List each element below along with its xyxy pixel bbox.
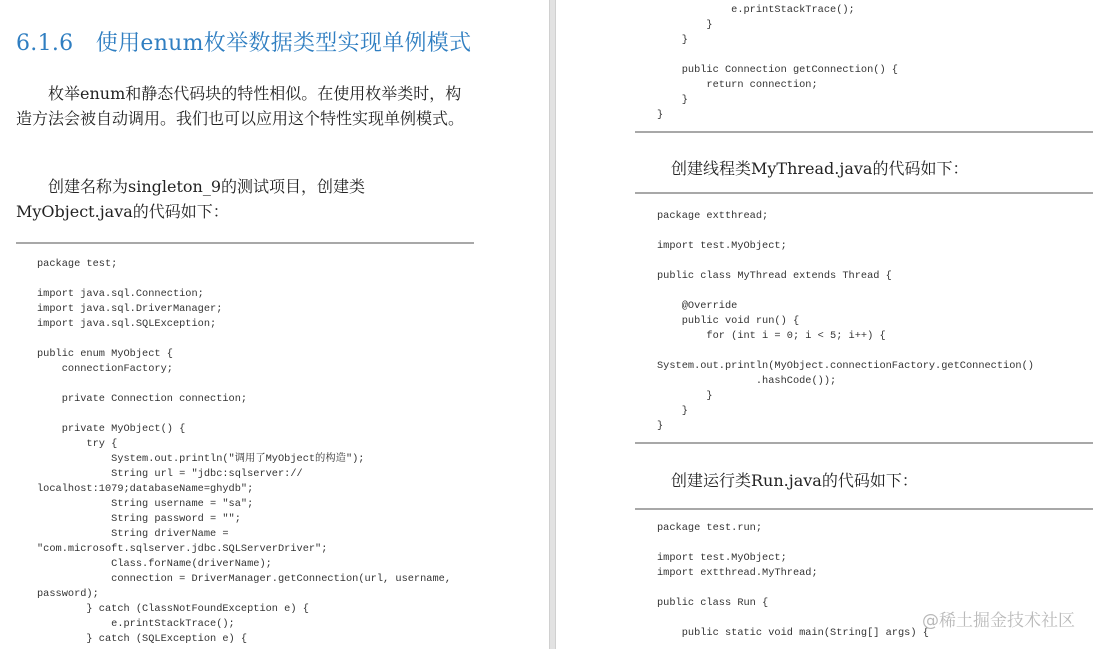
code-divider xyxy=(16,242,474,244)
right-page xyxy=(556,0,1103,649)
left-page xyxy=(0,0,549,649)
caption-mythread: 创建线程类MyThread.java的代码如下： xyxy=(671,159,969,178)
code-block-myobject: package test; import java.sql.Connection; import java.sql.DriverManager; import java.sql.SQLException; public enum MyObject { connectionFactory; private Connection connection; private MyObject() { try { System.out.println("调用了MyObject的构造"); String url = "jdbc:sqlserver:// localhost:1079;databaseName=ghydb"; String username = "sa"; String password = ""; String driverName = "com.microsoft.sqlserver.jdbc.SQLServerDriver"; Class.forName(driverName); connection = DriverManager.getConnection(url, username, password); } catch (ClassNotFoundException e) { e.printStackTrace(); } catch (SQLException e) { xyxy=(37,258,452,645)
code-block-myobject-continued: e.printStackTrace(); } } public Connection getConnection() { return connection; } } xyxy=(657,4,898,121)
caption-run: 创建运行类Run.java的代码如下： xyxy=(671,471,918,490)
watermark: @稀土掘金技术社区 xyxy=(922,611,1075,631)
intro-paragraph: 枚举enum和静态代码块的特性相似。在使用枚举类时，构造方法会被自动调用。我们也可以应用这个特性实现单例模式。 xyxy=(16,84,465,128)
code-block-run: package test.run; import test.MyObject; import extthread.MyThread; public class Run { public static void main(String[] args) { xyxy=(657,522,929,639)
code-divider xyxy=(635,131,1093,133)
code-divider xyxy=(635,442,1093,444)
code-divider xyxy=(635,508,1093,510)
code-divider xyxy=(635,192,1093,194)
section-heading: 6.1.6 使用enum枚举数据类型实现单例模式 xyxy=(16,31,472,56)
page-gutter xyxy=(549,0,556,649)
project-paragraph: 创建名称为singleton_9的测试项目，创建类MyObject.java的代码如下： xyxy=(16,177,366,221)
code-block-mythread: package extthread; import test.MyObject; public class MyThread extends Thread { @Override public void run() { for (int i = 0; i < 5; i++) { System.out.println(MyObject.connectionFactory.getConnection() .hashCode()); } } } xyxy=(657,210,1034,432)
